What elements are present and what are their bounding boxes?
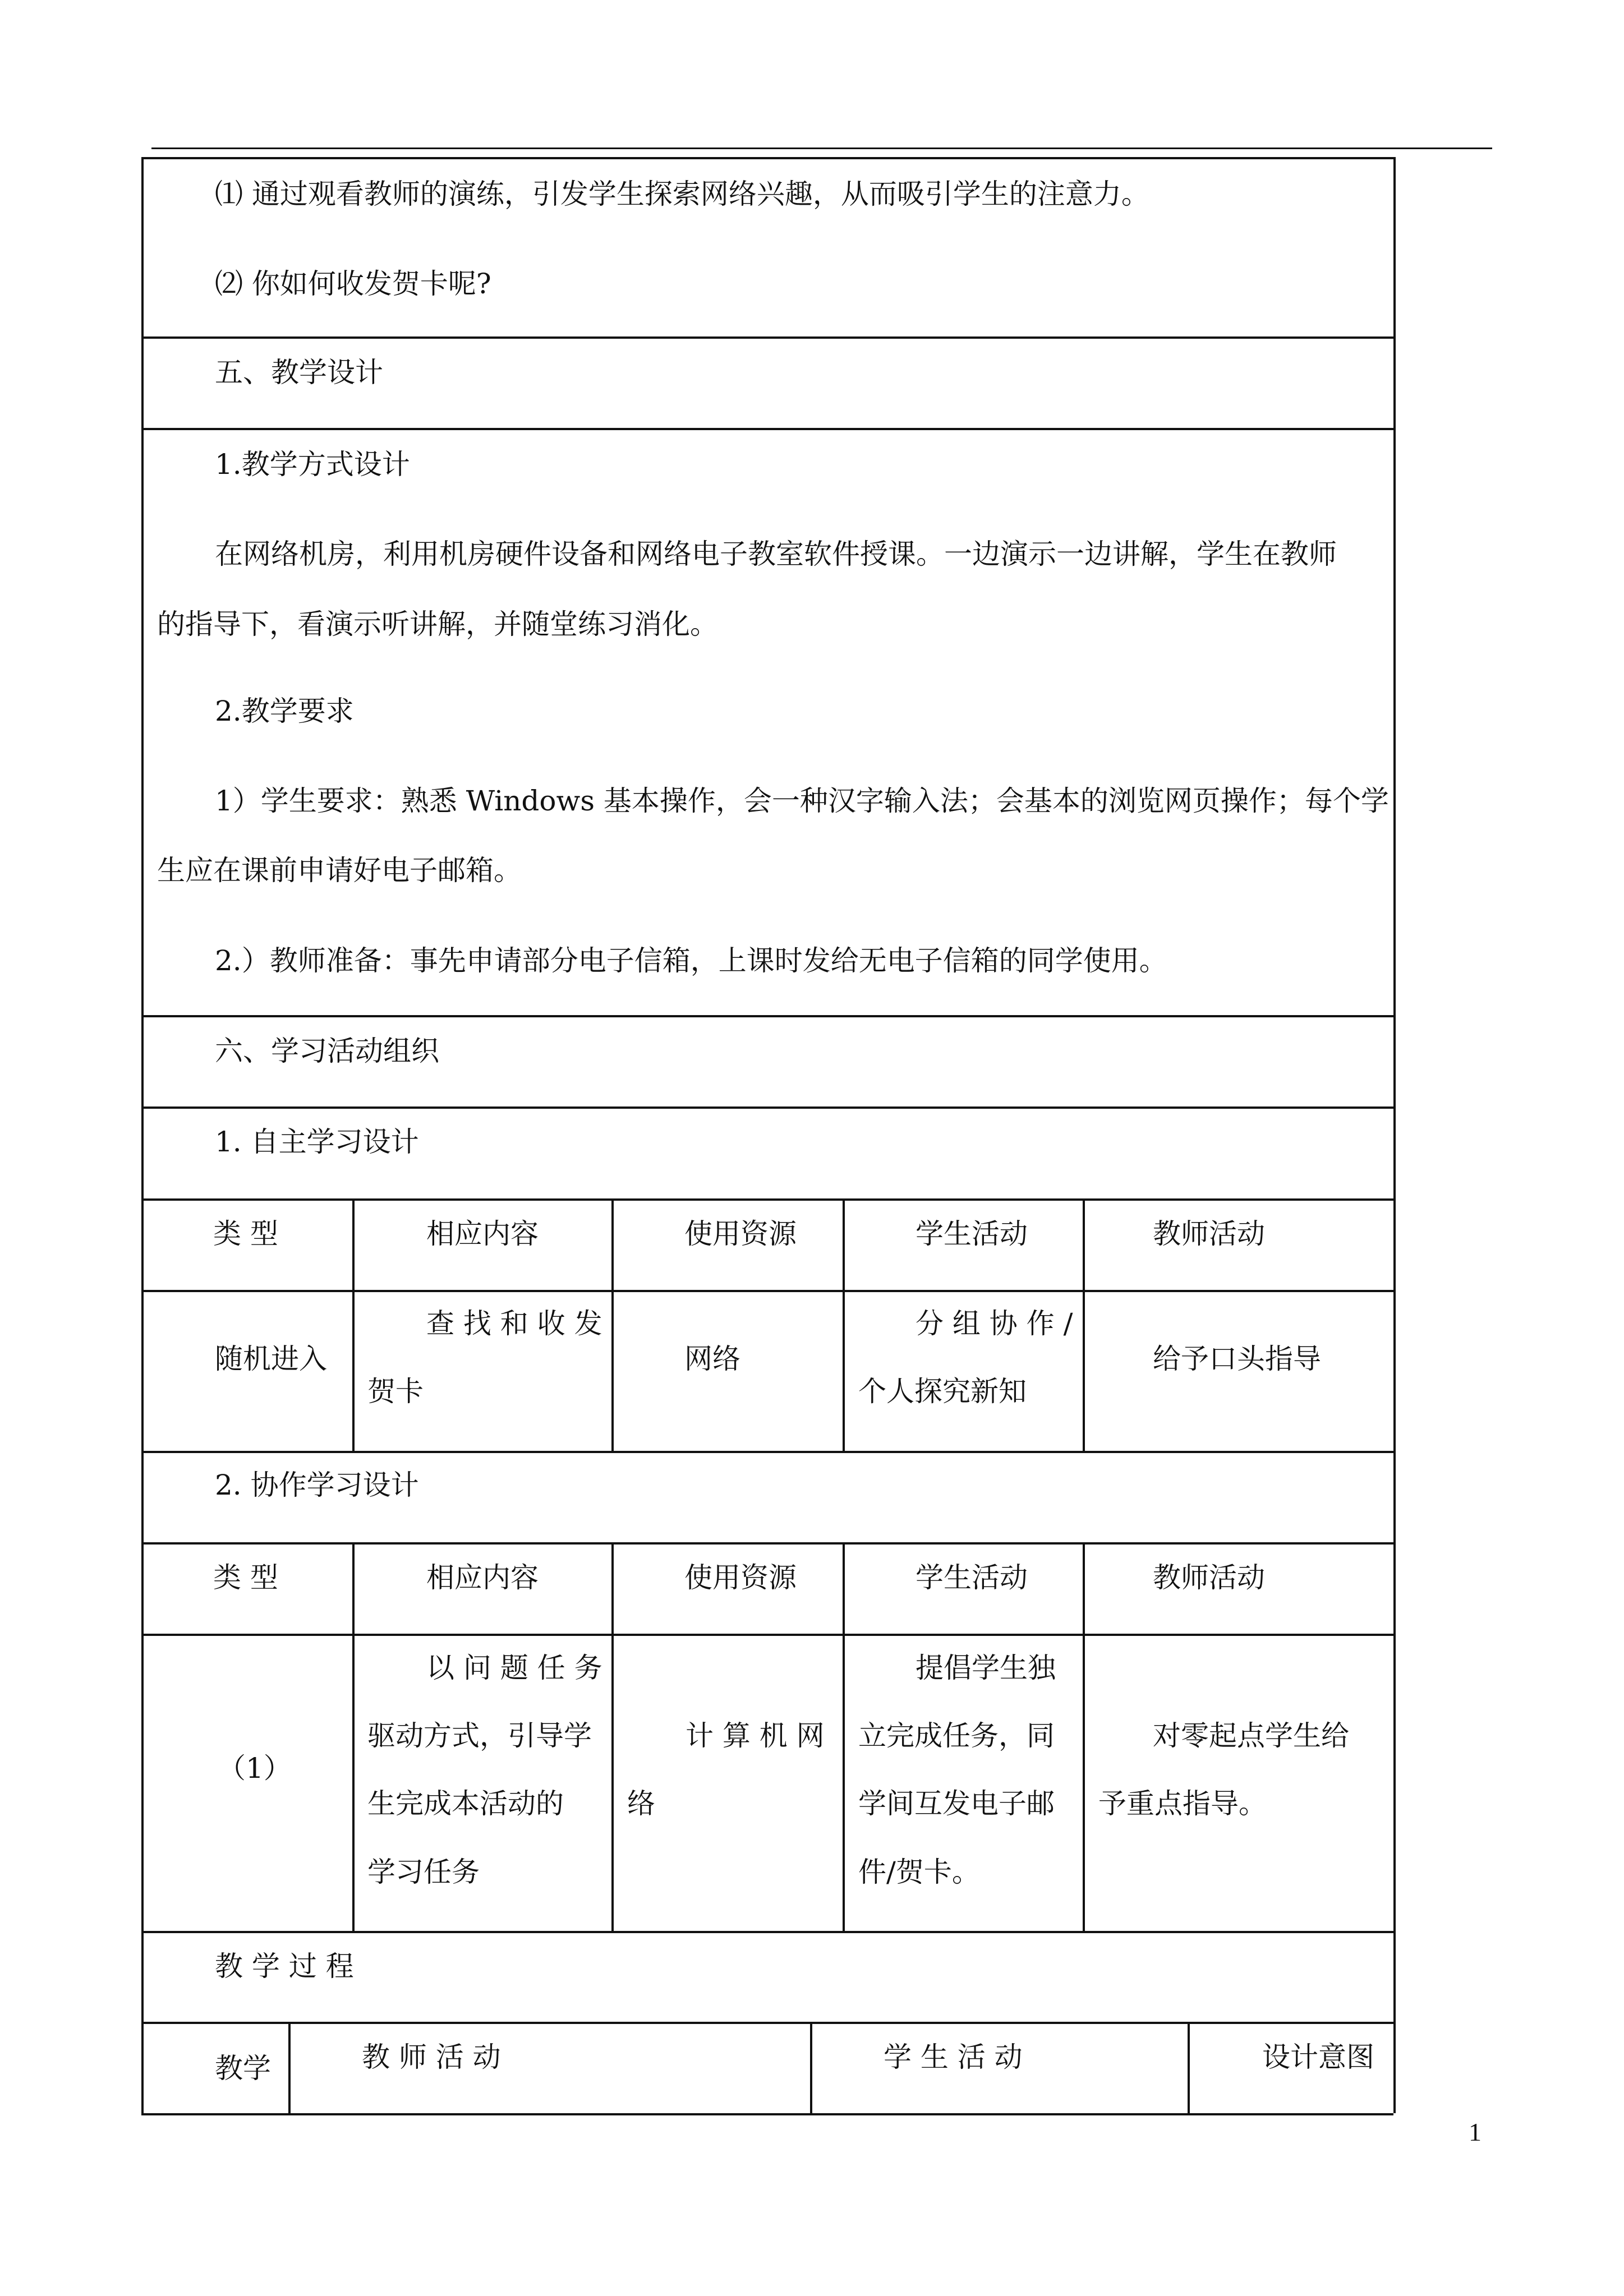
table2-student-line-4: 件/贺卡。 (858, 1856, 980, 1888)
process-col-design-intent: 设计意图 (1262, 2041, 1374, 2073)
teaching-process-title: 教 学 过 程 (215, 1950, 354, 1983)
process-col-teacher-activity: 教 师 活 动 (362, 2041, 501, 2073)
student-requirements-2: 生应在课前申请好电子邮箱。 (157, 854, 522, 887)
table2-header-teacher: 教师活动 (1153, 1561, 1265, 1594)
table1-header-student: 学生活动 (915, 1218, 1028, 1250)
table2-content-line-1: 以 问 题 任 务 (426, 1652, 602, 1684)
table1-header-teacher: 教师活动 (1153, 1218, 1265, 1250)
process-col-student-activity: 学 生 活 动 (884, 2041, 1023, 2073)
table2-resource-line-1: 计 算 机 网 (686, 1719, 825, 1752)
table2-header-type: 类 型 (213, 1561, 278, 1594)
header-rule (151, 147, 1492, 149)
page-number: 1 (1469, 2118, 1482, 2146)
table1-student-line-2: 个人探究新知 (858, 1375, 1027, 1408)
table1-content-line-1: 查 找 和 收 发 (426, 1307, 602, 1340)
table1-type: 随机进入 (215, 1343, 327, 1375)
self-study-title: 1. 自主学习设计 (215, 1126, 419, 1158)
table2-teacher-line-2: 予重点指导。 (1098, 1787, 1267, 1820)
section-5-heading: 五、教学设计 (215, 356, 383, 389)
table2-student-line-2: 立完成任务，同 (858, 1719, 1055, 1752)
table2-content-line-2: 驱动方式，引导学 (367, 1719, 592, 1752)
intro-line-2: ⑵ 你如何收发贺卡呢? (215, 268, 491, 300)
section-6-heading: 六、学习活动组织 (215, 1035, 439, 1067)
table1-student-line-1: 分 组 协 作 / (915, 1307, 1073, 1340)
teaching-method-para-1: 在网络机房，利用机房硬件设备和网络电子教室软件授课。一边演示一边讲解，学生在教师 (215, 538, 1337, 570)
table2-content-line-3: 生完成本活动的 (367, 1787, 564, 1820)
table1-resource: 网络 (684, 1343, 740, 1375)
teaching-method-title: 1.教学方式设计 (215, 448, 410, 481)
student-requirements-1: 1）学生要求：熟悉 Windows 基本操作，会一种汉字输入法；会基本的浏览网页操作；每个学 (215, 785, 1389, 817)
table2-teacher-line-1: 对零起点学生给 (1153, 1719, 1349, 1752)
collab-study-title: 2. 协作学习设计 (215, 1469, 419, 1501)
table1-header-type: 类 型 (213, 1218, 278, 1250)
table2-content-line-4: 学习任务 (367, 1856, 480, 1888)
table2-student-line-1: 提倡学生独 (915, 1652, 1056, 1684)
teacher-preparation: 2.）教师准备：事先申请部分电子信箱，上课时发给无电子信箱的同学使用。 (215, 944, 1167, 977)
teaching-requirements-title: 2.教学要求 (215, 695, 354, 727)
table1-header-resource: 使用资源 (684, 1218, 797, 1250)
process-col-teaching: 教学 (215, 2052, 271, 2085)
table2-type: （1） (218, 1752, 292, 1785)
table1-content-line-2: 贺卡 (367, 1375, 424, 1408)
table1-header-content: 相应内容 (426, 1218, 539, 1250)
table1-teacher: 给予口头指导 (1153, 1343, 1321, 1375)
table2-student-line-3: 学间互发电子邮 (858, 1787, 1055, 1820)
table2-header-content: 相应内容 (426, 1561, 539, 1594)
teaching-method-para-2: 的指导下，看演示听讲解，并随堂练习消化。 (157, 608, 718, 640)
intro-line-1: ⑴ 通过观看教师的演练，引发学生探索网络兴趣，从而吸引学生的注意力。 (215, 178, 1149, 210)
table2-header-student: 学生活动 (915, 1561, 1028, 1594)
table2-resource-line-2: 络 (627, 1787, 655, 1820)
table2-header-resource: 使用资源 (684, 1561, 797, 1594)
